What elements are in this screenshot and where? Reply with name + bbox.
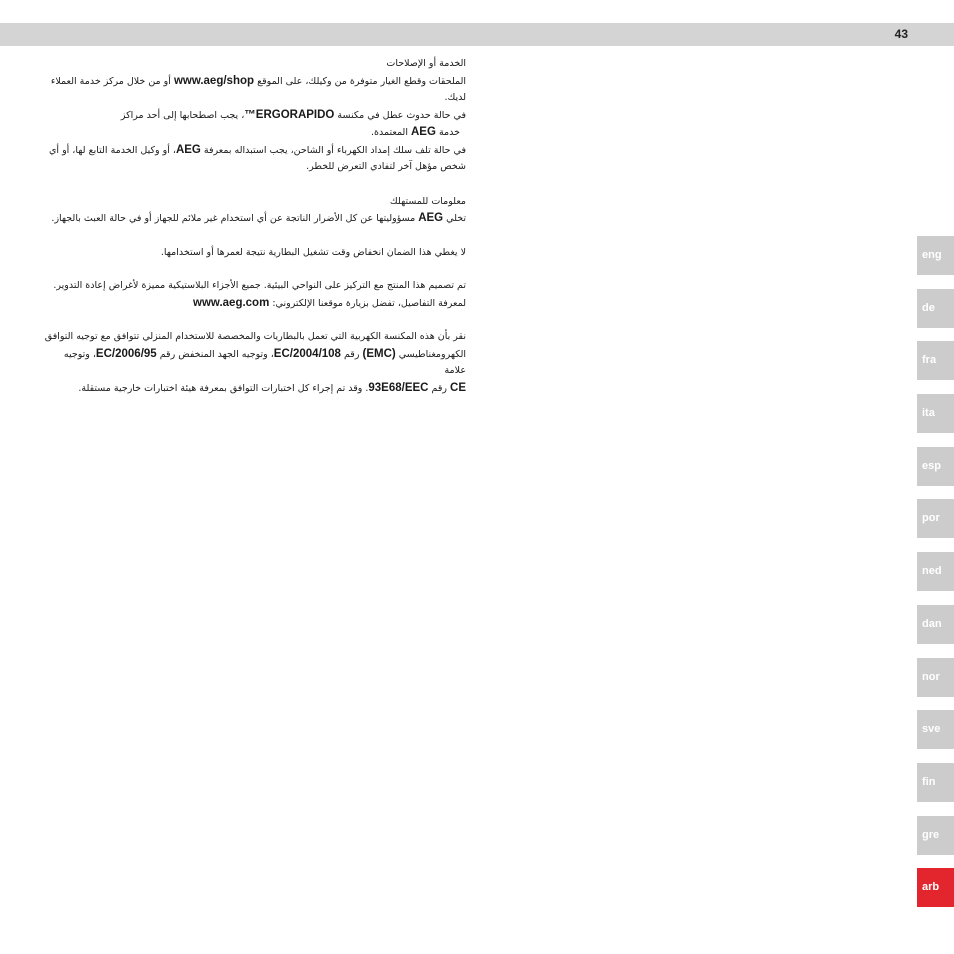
lang-tab-por[interactable]: por: [917, 499, 954, 538]
header-bar: [0, 23, 954, 46]
lang-tab-ita[interactable]: ita: [917, 394, 954, 433]
service-title: الخدمة أو الإصلاحات: [386, 58, 466, 69]
lang-tab-ned[interactable]: ned: [917, 552, 954, 591]
lang-tab-de[interactable]: de: [917, 289, 954, 328]
environment-line-1: تم تصميم هذا المنتج مع التركيز على النواحي البيئية. جميع الأجزاء البلاستيكية مميزة لأغراض إعادة التدوير.: [53, 280, 466, 291]
compliance-line-2: الكهرومغناطيسي (EMC) رقم 2004/108/EC، وتوجيه الجهد المنخفض رقم 2006/95/EC، وتوجيه علامة: [63, 347, 466, 376]
website-link[interactable]: www.aeg.com: [193, 296, 270, 309]
lang-tab-nor[interactable]: nor: [917, 658, 954, 697]
compliance-line-1: نقر بأن هذه المكنسة الكهربية التي تعمل بالبطاريات والمخصصة للاستخدام المنزلي تتوافق مع توجيه التوافق: [44, 331, 466, 342]
environment-section: [40, 278, 466, 312]
consumer-line-1: تخلي AEG مسؤوليتها عن كل الأضرار الناتجة عن أي استخدام غير ملائم للجهاز أو في حالة العبث بالجهاز.: [51, 212, 466, 224]
compliance-line-3: CE رقم 93E68/EEC. وقد تم إجراء كل اختبارات التوافق بمعرفة هيئة اختبارات خارجية مستقلة.: [78, 381, 466, 394]
lang-tab-gre[interactable]: gre: [917, 816, 954, 855]
lang-tab-dan[interactable]: dan: [917, 605, 954, 644]
consumer-section: [40, 194, 466, 228]
lang-tab-sve[interactable]: sve: [917, 710, 954, 749]
environment-line-2: لمعرفة التفاصيل، تفضل بزيارة موقعنا الإلكتروني: www.aeg.com: [193, 296, 466, 309]
language-tabs: [917, 236, 954, 921]
warranty-line-1: لا يغطي هذا الضمان انخفاض وقت تشغيل البطارية نتيجة لعمرها أو استخدامها.: [160, 246, 466, 258]
shop-link[interactable]: www.aeg/shop: [173, 74, 255, 87]
consumer-title: معلومات للمستهلك: [389, 195, 466, 207]
lang-tab-fra[interactable]: fra: [917, 341, 954, 380]
service-line-1: الملحقات وقطع الغيار متوفرة من وكيلك، على الموقع www.aeg/shop أو من خلال مركز خدمة العملاء لديك.: [50, 74, 466, 103]
warranty-section: [40, 245, 466, 262]
service-line-5: شخص مؤهل آخر لتفادي التعرض للخطر.: [306, 161, 466, 172]
lang-tab-eng[interactable]: eng: [917, 236, 954, 275]
lang-tab-esp[interactable]: esp: [917, 447, 954, 486]
service-line-4: في حالة تلف سلك إمداد الكهرباء أو الشاحن، يجب استبداله بمعرفة AEG، أو وكيل الخدمة التابع لها، أو أي: [48, 143, 466, 156]
compliance-section: [40, 329, 466, 397]
page-content: [40, 56, 466, 397]
service-section: [40, 56, 466, 176]
lang-tab-fin[interactable]: fin: [917, 763, 954, 802]
page-number: 43: [894, 27, 908, 41]
service-line-3: خدمة AEG المعتمدة.: [371, 126, 460, 138]
service-line-2: في حالة حدوث عطل في مكنسة ERGORAPIDO™، يجب اصطحابها إلى أحد مراكز: [120, 108, 466, 121]
lang-tab-arb[interactable]: arb: [917, 868, 954, 907]
